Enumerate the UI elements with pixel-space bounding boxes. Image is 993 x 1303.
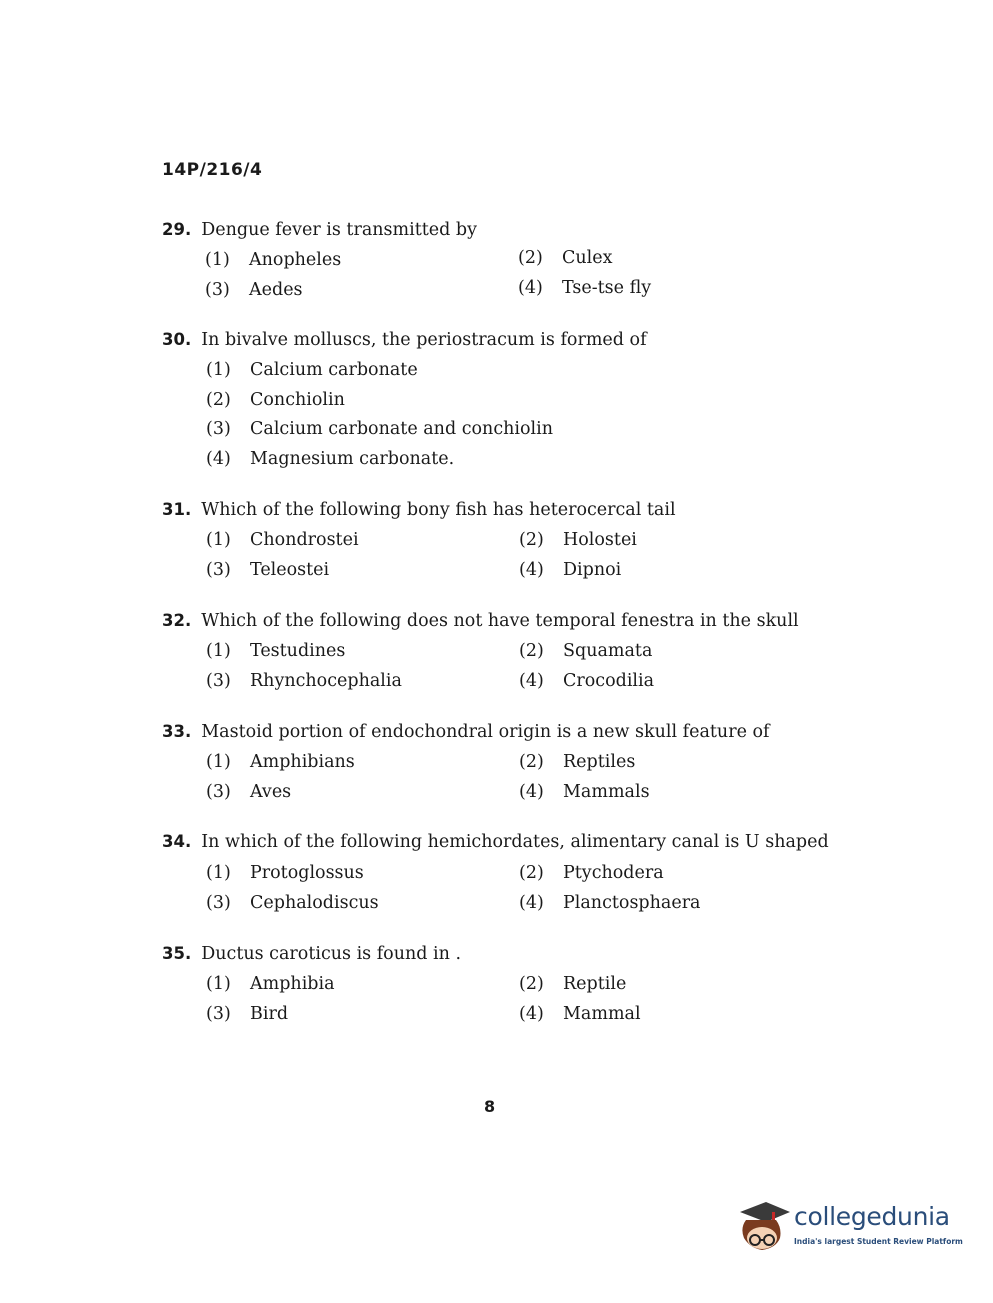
question-text: Which of the following does not have temporal fenestra in the skull <box>201 611 799 631</box>
option-2: (2) Ptychodera <box>519 863 664 883</box>
option-2: (2) Holostei <box>519 530 637 550</box>
page-number: 8 <box>484 1097 496 1116</box>
option-2: (2) Reptiles <box>519 752 636 772</box>
option-3: (3) Rhynchocephalia <box>206 671 402 691</box>
option-4: (4) Magnesium carbonate. <box>206 449 455 469</box>
option-1: (1) Testudines <box>206 641 346 661</box>
question-number: 29. <box>162 220 192 239</box>
option-4: (4) Crocodilia <box>519 671 655 691</box>
option-2: (2) Squamata <box>519 641 653 661</box>
logo-tagline: India's largest Student Review Platform <box>794 1237 963 1246</box>
option-4: (4) Mammal <box>519 1004 641 1024</box>
question-text: Dengue fever is transmitted by <box>201 220 477 240</box>
option-4: (4) Planctosphaera <box>519 893 701 913</box>
question-text: In which of the following hemichordates, alimentary canal is U shaped <box>201 832 829 852</box>
option-1: (1) Protoglossus <box>206 863 364 883</box>
option-2: (2) Culex <box>518 248 613 268</box>
question-text: Ductus caroticus is found in . <box>201 944 462 964</box>
option-4: (4) Dipnoi <box>519 560 622 580</box>
option-2: (2) Reptile <box>519 974 627 994</box>
question-number: 32. <box>162 611 192 630</box>
option-4: (4) Tse-tse fly <box>518 278 652 298</box>
question-text: Which of the following bony fish has heterocercal tail <box>201 500 676 520</box>
option-1: (1) Anopheles <box>205 250 342 270</box>
question-number: 34. <box>162 832 192 851</box>
collegedunia-logo <box>736 1198 966 1258</box>
option-3: (3) Bird <box>206 1004 289 1024</box>
question-number: 35. <box>162 944 192 963</box>
mascot-icon <box>736 1198 792 1256</box>
option-4: (4) Mammals <box>519 782 650 802</box>
question-number: 30. <box>162 330 192 349</box>
question-text: In bivalve molluscs, the periostracum is formed of <box>201 330 647 350</box>
option-2: (2) Conchiolin <box>206 390 345 410</box>
option-3: (3) Calcium carbonate and conchiolin <box>206 419 553 439</box>
option-3: (3) Aedes <box>205 280 303 300</box>
option-1: (1) Amphibians <box>206 752 355 772</box>
option-1: (1) Chondrostei <box>206 530 359 550</box>
paper-code: 14P/216/4 <box>162 160 263 180</box>
option-1: (1) Calcium carbonate <box>206 360 418 380</box>
question-text: Mastoid portion of endochondral origin is a new skull feature of <box>201 722 770 742</box>
option-3: (3) Teleostei <box>206 560 330 580</box>
option-1: (1) Amphibia <box>206 974 335 994</box>
option-3: (3) Cephalodiscus <box>206 893 379 913</box>
question-number: 31. <box>162 500 192 519</box>
question-number: 33. <box>162 722 192 741</box>
logo-wordmark: collegedunia <box>794 1202 950 1231</box>
option-3: (3) Aves <box>206 782 292 802</box>
